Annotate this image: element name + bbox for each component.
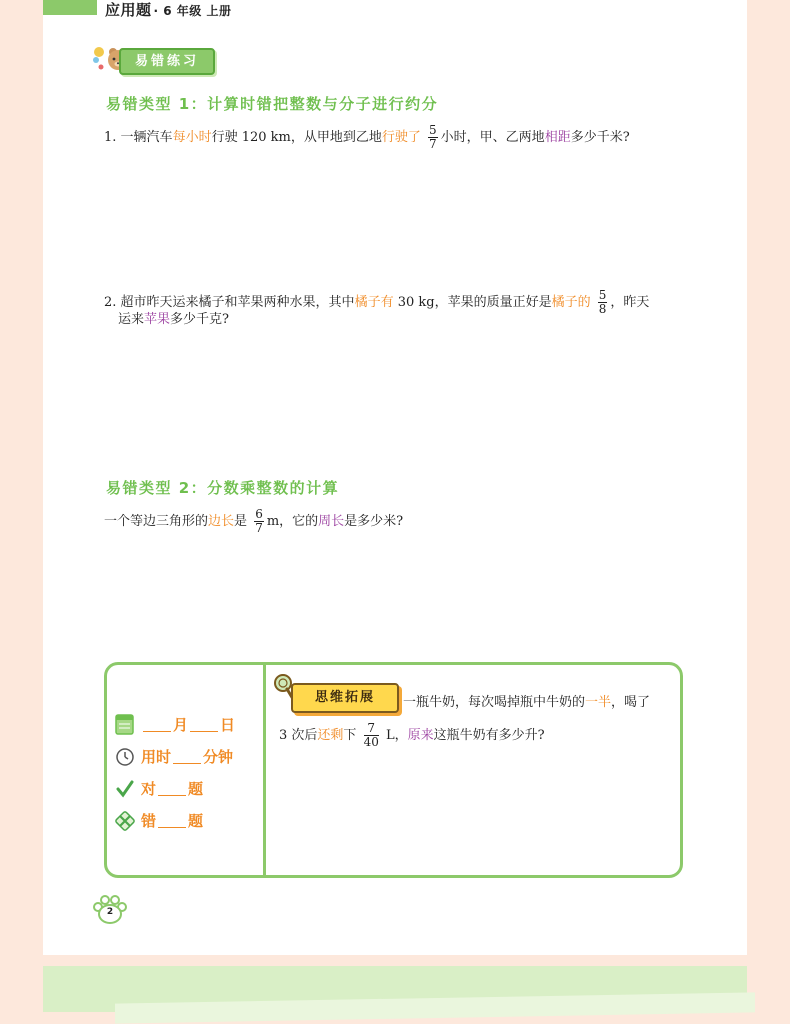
time-unit: 分钟 — [203, 748, 234, 766]
thinking-text-b: ，喝了 — [611, 695, 651, 710]
q2-line2-text-a: 运来 — [118, 312, 145, 327]
q3-highlight-side-length: 边长 — [208, 514, 235, 529]
calendar-icon — [115, 713, 135, 735]
thinking-fraction — [364, 722, 379, 749]
q1-highlight-traveled: 行驶了 — [381, 130, 421, 145]
q2-fraction-numerator: 5 — [598, 288, 607, 302]
day-blank[interactable] — [190, 717, 218, 732]
time-label: 用时 — [141, 748, 172, 766]
question-1 — [104, 124, 630, 151]
cross-icon — [115, 811, 135, 831]
q2-fraction-denominator: 8 — [598, 302, 607, 316]
q2-highlight-apples: 苹果 — [144, 312, 171, 327]
q1-fraction — [428, 124, 438, 151]
badge-label: 易错练习 — [119, 48, 215, 75]
q3-text-d: 是多少米? — [344, 514, 404, 529]
q3-fraction-numerator: 6 — [255, 507, 263, 521]
record-wrong — [115, 810, 203, 831]
thinking-highlight-originally: 原来 — [407, 728, 434, 743]
box-divider — [263, 665, 266, 875]
record-correct — [115, 778, 203, 799]
question-2-line-2 — [118, 310, 229, 330]
thinking-text-c: 3 次后 — [279, 728, 318, 743]
q3-fraction-denominator: 7 — [255, 521, 263, 535]
q2-number: 2. — [104, 295, 117, 310]
thinking-text-f: 这瓶牛奶有多少升? — [433, 728, 545, 743]
q1-text-d: 多少千米? — [570, 130, 630, 145]
wrong-unit: 题 — [188, 812, 204, 830]
header-color-bar — [43, 0, 97, 15]
q1-highlight-per-hour: 每小时 — [172, 130, 212, 145]
q3-text-b: 是 — [234, 514, 248, 529]
thinking-highlight-remaining: 还剩 — [317, 728, 344, 743]
thinking-text-d: 下 — [343, 728, 357, 743]
worksheet-page — [43, 0, 747, 955]
thinking-text-a: 一瓶牛奶，每次喝掉瓶中牛奶的 — [403, 695, 586, 710]
wrong-label: 错 — [141, 812, 157, 830]
q3-text-a: 一个等边三角形的 — [104, 514, 209, 529]
next-page-band — [115, 992, 755, 1023]
correct-unit: 题 — [188, 780, 204, 798]
q3-fraction — [254, 508, 264, 535]
q2-fraction — [598, 289, 608, 316]
q1-fraction-numerator: 5 — [429, 123, 437, 137]
thinking-line-2 — [279, 722, 545, 749]
q1-text-b: 行驶 120 km，从甲地到乙地 — [211, 130, 382, 145]
thinking-highlight-half: 一半 — [585, 695, 612, 710]
record-date — [115, 713, 235, 735]
q3-text-c: m，它的 — [266, 514, 319, 529]
q1-highlight-distance: 相距 — [544, 130, 571, 145]
page-number-badge — [92, 895, 128, 925]
q1-text-a: 一辆汽车 — [120, 130, 173, 145]
thinking-text-e: L， — [381, 728, 408, 743]
section-title-type-1: 易错类型 1：计算时错把整数与分子进行约分 — [106, 95, 439, 113]
header-subtitle: · 6 年级 上册 — [153, 4, 232, 18]
q2-line2-text-b: 多少千克? — [170, 312, 230, 327]
correct-label: 对 — [141, 780, 157, 798]
section-title-type-2: 易错类型 2：分数乘整数的计算 — [106, 479, 340, 497]
thinking-line-1 — [403, 693, 650, 713]
record-and-thinking-box — [104, 662, 683, 878]
page-number: 2 — [106, 907, 114, 917]
question-3 — [104, 508, 403, 535]
q2-text-b: 30 kg，苹果的质量正好是 — [393, 295, 552, 310]
record-time — [115, 746, 233, 767]
q1-number: 1. — [104, 130, 117, 145]
page-header — [105, 0, 231, 17]
q3-highlight-perimeter: 周长 — [318, 514, 345, 529]
q1-fraction-denominator: 7 — [429, 137, 437, 151]
q2-text-c: ，昨天 — [610, 295, 650, 310]
q2-text-a: 超市昨天运来橘子和苹果两种水果，其中 — [120, 295, 355, 310]
header-title: 应用题 — [105, 1, 152, 19]
wrong-blank[interactable] — [158, 813, 186, 828]
q2-highlight-oranges-have: 橘子有 — [354, 295, 394, 310]
month-blank[interactable] — [143, 717, 171, 732]
time-blank[interactable] — [173, 749, 201, 764]
check-icon — [115, 779, 135, 799]
clock-icon — [115, 747, 135, 767]
thinking-badge-label: 思维拓展 — [291, 683, 399, 713]
thinking-expansion-badge — [279, 679, 397, 713]
q1-text-c: 小时，甲、乙两地 — [440, 130, 545, 145]
correct-blank[interactable] — [158, 781, 186, 796]
thinking-fraction-denominator: 40 — [363, 735, 379, 749]
thinking-fraction-numerator: 7 — [364, 722, 379, 736]
day-label: 日 — [220, 715, 236, 734]
next-page-preview — [43, 966, 747, 1012]
q2-highlight-of-oranges: 橘子的 — [551, 295, 591, 310]
month-label: 月 — [173, 715, 189, 734]
